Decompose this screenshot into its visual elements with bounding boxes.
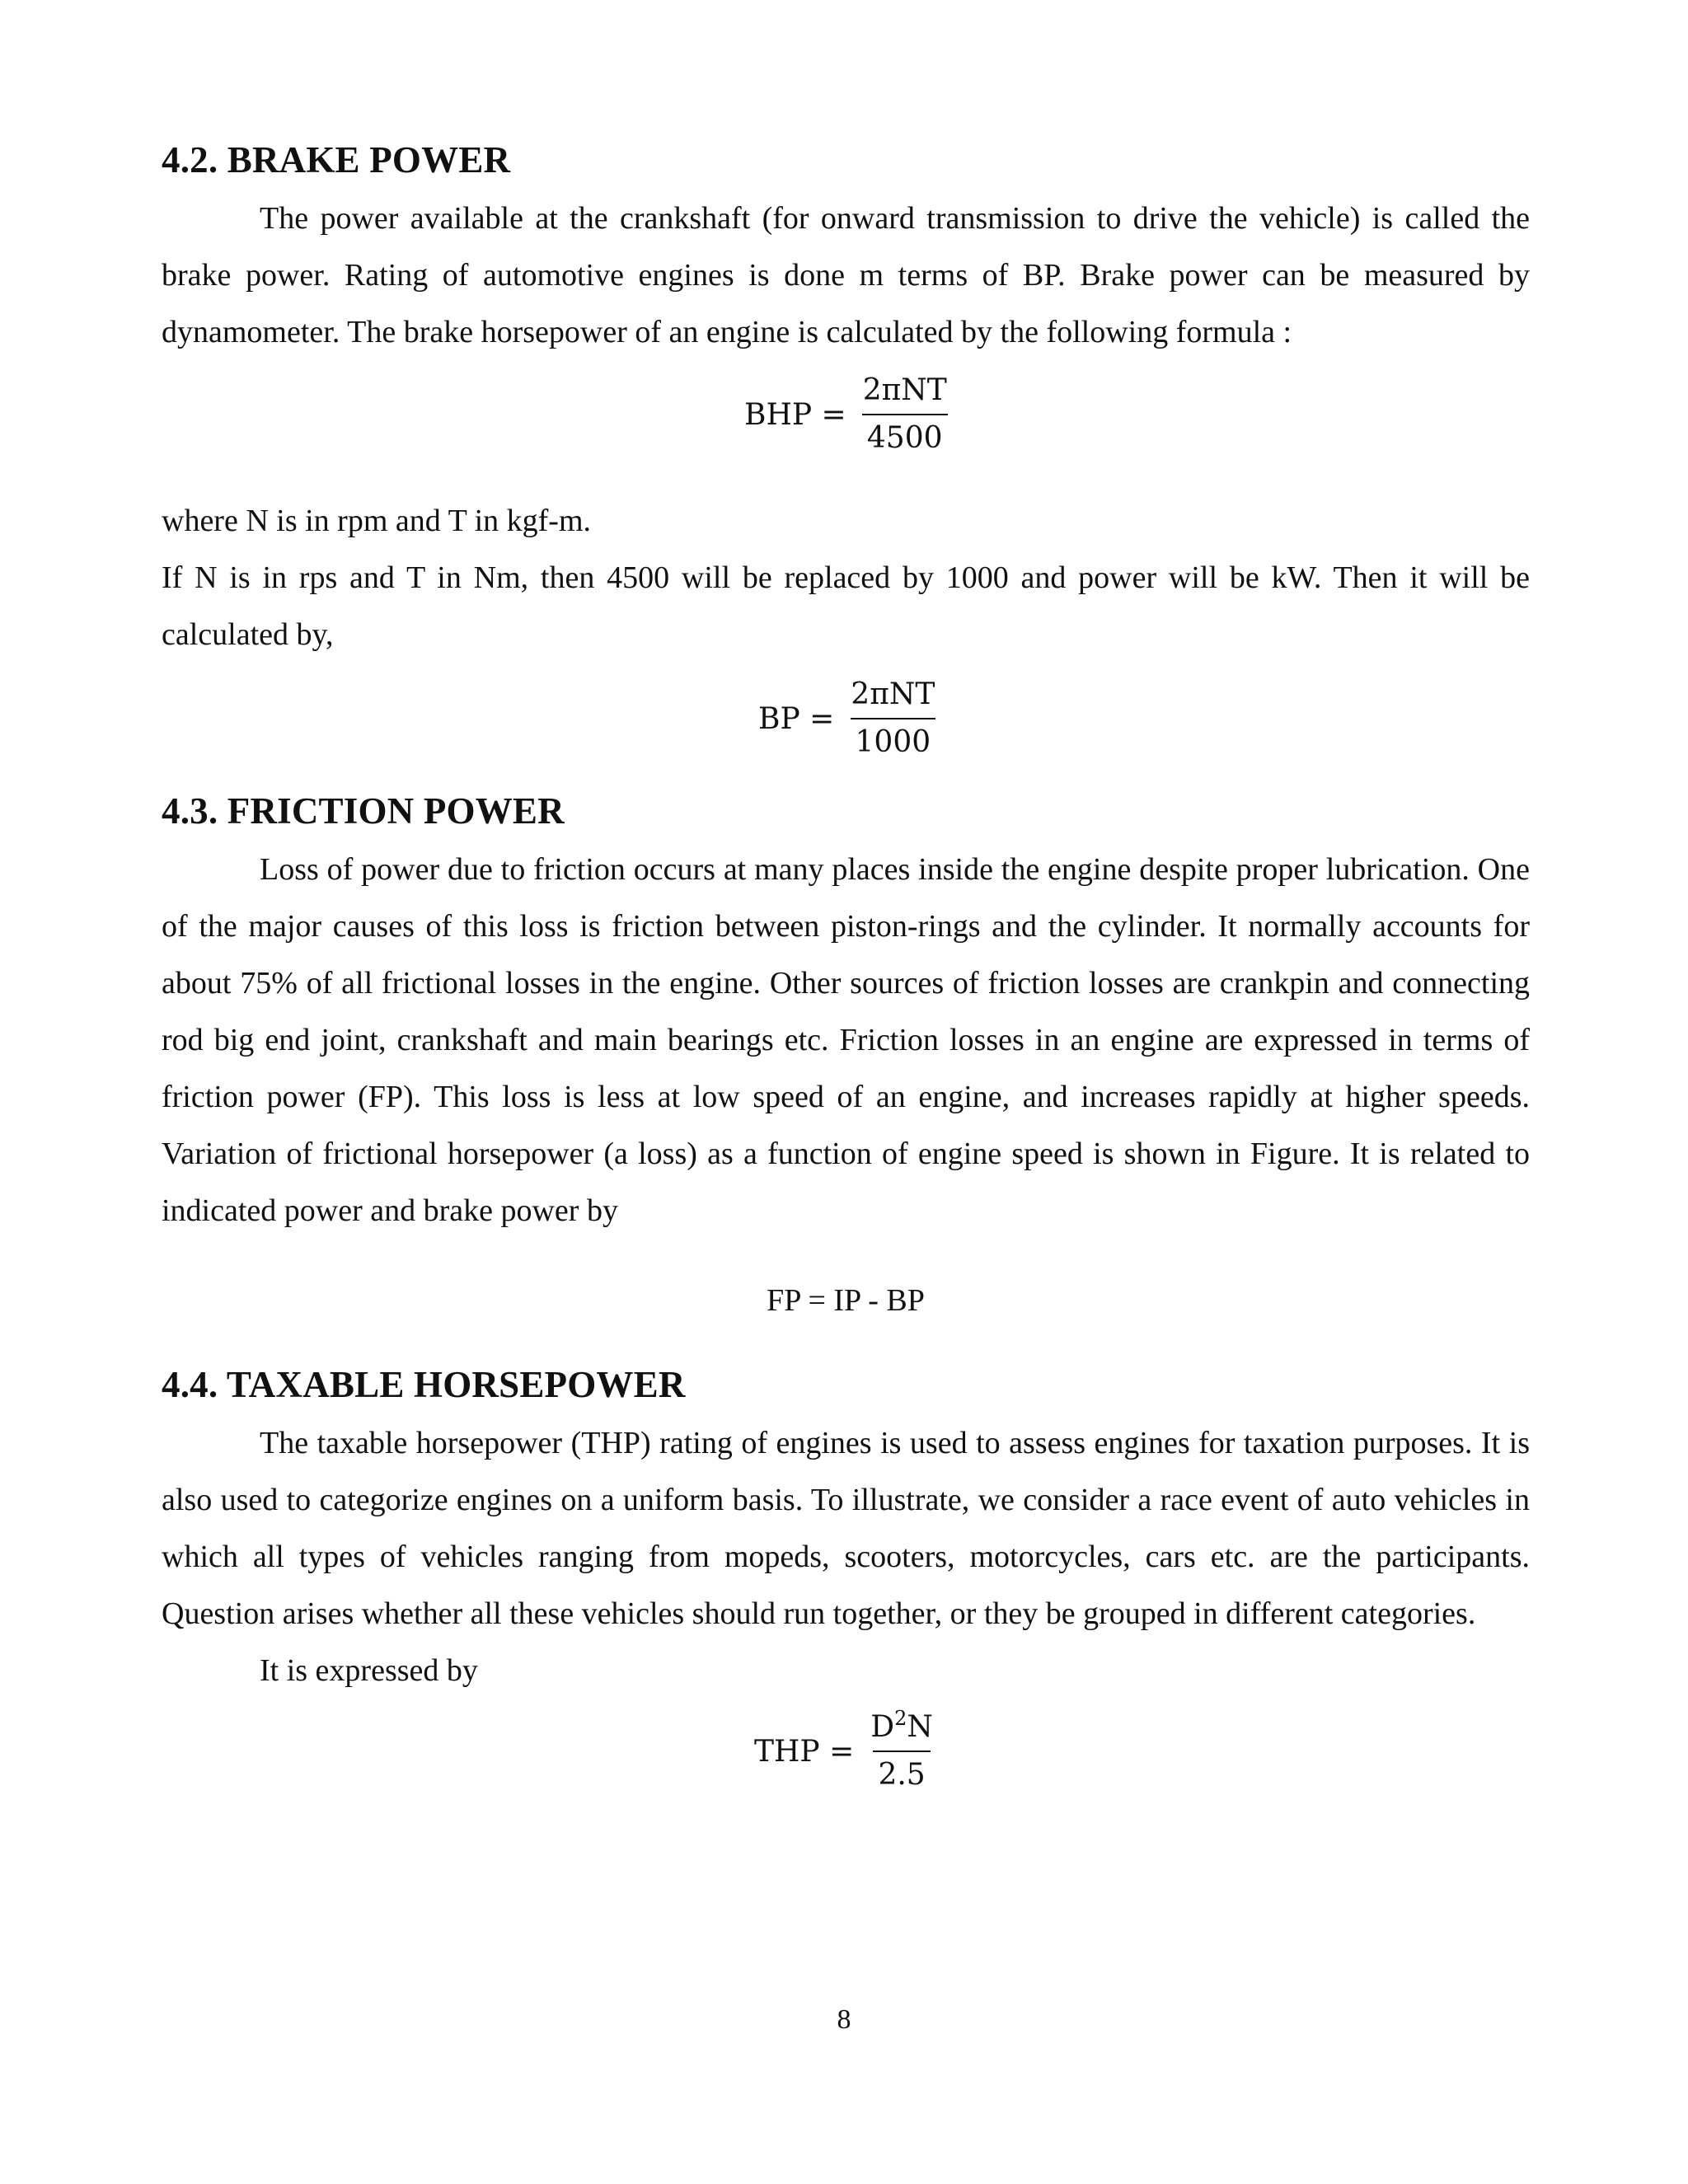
equation-thp bbox=[162, 1699, 1530, 1823]
paragraph-expressed-by: It is expressed by bbox=[260, 1653, 478, 1688]
section-heading-taxable-horsepower: 4.4. TAXABLE HORSEPOWER bbox=[162, 1364, 686, 1405]
section-heading-friction-power: 4.3. FRICTION POWER bbox=[162, 790, 565, 832]
equation-thp-numerator-exponent: 2 bbox=[894, 1707, 907, 1730]
equation-thp-numerator-rest: N bbox=[907, 1710, 933, 1744]
equation-bhp-numerator: 2πNT bbox=[862, 373, 947, 407]
paragraph-brake-power-intro: The power available at the crankshaft (for onward transmission to drive the vehicle) is called the brake power. Rating of automotive engines is done m terms of BP. Brake power can be measured by dynamometer. The brake horsepower of an engine is calculated by the following formula : bbox=[162, 201, 1530, 349]
equation-thp-numerator bbox=[865, 1709, 938, 1750]
equation-bp-lhs: BP = bbox=[758, 701, 835, 736]
paragraph-friction-power: Loss of power due to friction occurs at many places inside the engine despite proper lubrication. One of the major causes of this loss is friction between piston-rings and the cylinder. It normally accounts for about 75% of all frictional losses in the engine. Other sources of friction losses are crankpin and connecting rod big end joint, crankshaft and main bearings etc. Friction losses in an engine are expressed in terms of friction power (FP). This loss is less at low speed of an engine, and increases rapidly at higher speeds. Variation of frictional horsepower (a loss) as a function of engine speed is shown in Figure. It is related to indicated power and brake power by bbox=[162, 852, 1530, 1228]
equation-bp-denominator: 1000 bbox=[851, 718, 936, 761]
equation-fp: FP = IP - BP bbox=[767, 1283, 925, 1318]
equation-thp-fraction bbox=[865, 1709, 938, 1793]
equation-thp-lhs: THP = bbox=[754, 1734, 855, 1769]
equation-bp-fraction bbox=[846, 677, 940, 761]
equation-thp-numerator-base: D bbox=[870, 1710, 895, 1744]
equation-bhp bbox=[162, 361, 1530, 493]
document-page bbox=[162, 124, 1530, 1823]
equation-bp-numerator: 2πNT bbox=[851, 677, 935, 711]
paragraph-units-note: where N is in rpm and T in kgf-m. bbox=[162, 504, 592, 538]
equation-thp-denominator: 2.5 bbox=[873, 1750, 930, 1793]
equation-bhp-denominator: 4500 bbox=[862, 414, 948, 457]
paragraph-taxable-horsepower: The taxable horsepower (THP) rating of engines is used to assess engines for taxation purposes. It is also used to categorize engines on a uniform basis. To illustrate, we consider a race event of auto vehicles in which all types of vehicles ranging from mopeds, scooters, motorcycles, cars etc. are the participants. Question arises whether all these vehicles should run together, or they be grouped in different categories. bbox=[162, 1426, 1530, 1631]
section-heading-brake-power: 4.2. BRAKE POWER bbox=[162, 139, 511, 180]
paragraph-si-units: If N is in rps and T in Nm, then 4500 will be replaced by 1000 and power will be kW. Then it will be calculated by, bbox=[162, 560, 1530, 652]
page-number: 8 bbox=[837, 2004, 851, 2035]
equation-bhp-fraction bbox=[858, 373, 952, 457]
equation-bp bbox=[162, 663, 1530, 787]
equation-bhp-lhs: BHP = bbox=[744, 397, 846, 432]
